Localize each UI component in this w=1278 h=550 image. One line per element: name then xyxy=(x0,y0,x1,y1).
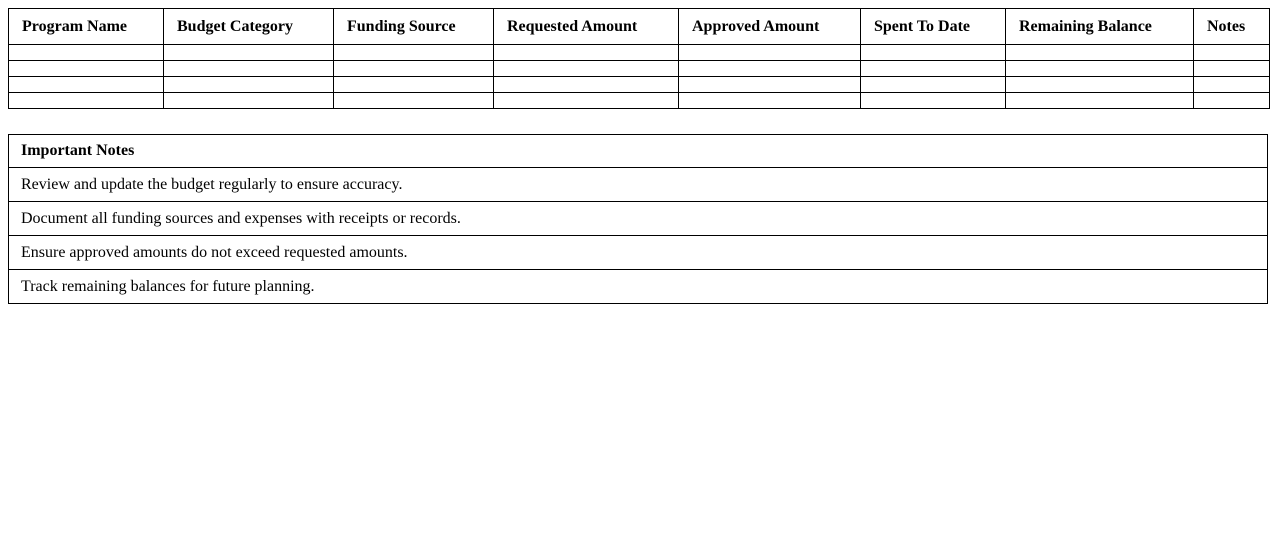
column-header-spent-to-date: Spent To Date xyxy=(861,9,1006,45)
note-item: Document all funding sources and expenses with receipts or records. xyxy=(9,202,1268,236)
empty-cell xyxy=(334,61,494,77)
empty-cell xyxy=(9,45,164,61)
note-item: Review and update the budget regularly to ensure accuracy. xyxy=(9,168,1268,202)
notes-table xyxy=(8,134,1268,304)
empty-cell xyxy=(9,93,164,109)
column-header-budget-category: Budget Category xyxy=(164,9,334,45)
empty-cell xyxy=(1006,61,1194,77)
empty-cell xyxy=(1194,77,1270,93)
empty-cell xyxy=(1006,77,1194,93)
empty-cell xyxy=(9,61,164,77)
column-header-requested-amount: Requested Amount xyxy=(494,9,679,45)
column-header-program-name: Program Name xyxy=(9,9,164,45)
empty-cell xyxy=(1194,61,1270,77)
empty-cell xyxy=(1194,93,1270,109)
budget-table-row xyxy=(9,45,1270,61)
empty-cell xyxy=(334,77,494,93)
empty-cell xyxy=(164,45,334,61)
budget-table-row xyxy=(9,61,1270,77)
budget-table-row xyxy=(9,77,1270,93)
empty-cell xyxy=(1194,45,1270,61)
empty-cell xyxy=(494,77,679,93)
empty-cell xyxy=(334,45,494,61)
note-row xyxy=(9,270,1268,304)
note-row xyxy=(9,236,1268,270)
empty-cell xyxy=(861,93,1006,109)
empty-cell xyxy=(861,61,1006,77)
column-header-approved-amount: Approved Amount xyxy=(679,9,861,45)
empty-cell xyxy=(1006,45,1194,61)
budget-table-header-row xyxy=(9,9,1270,45)
empty-cell xyxy=(1006,93,1194,109)
note-row xyxy=(9,168,1268,202)
column-header-notes: Notes xyxy=(1194,9,1270,45)
column-header-funding-source: Funding Source xyxy=(334,9,494,45)
note-row xyxy=(9,202,1268,236)
empty-cell xyxy=(494,45,679,61)
empty-cell xyxy=(679,77,861,93)
column-header-remaining-balance: Remaining Balance xyxy=(1006,9,1194,45)
empty-cell xyxy=(861,77,1006,93)
empty-cell xyxy=(679,61,861,77)
empty-cell xyxy=(861,45,1006,61)
empty-cell xyxy=(164,93,334,109)
note-item: Track remaining balances for future planning. xyxy=(9,270,1268,304)
note-item: Ensure approved amounts do not exceed requested amounts. xyxy=(9,236,1268,270)
empty-cell xyxy=(164,61,334,77)
budget-table-row xyxy=(9,93,1270,109)
budget-table xyxy=(8,8,1270,109)
empty-cell xyxy=(494,93,679,109)
empty-cell xyxy=(164,77,334,93)
empty-cell xyxy=(494,61,679,77)
empty-cell xyxy=(679,93,861,109)
empty-cell xyxy=(679,45,861,61)
empty-cell xyxy=(334,93,494,109)
empty-cell xyxy=(9,77,164,93)
notes-table-header-row xyxy=(9,135,1268,168)
notes-title: Important Notes xyxy=(9,135,1268,168)
